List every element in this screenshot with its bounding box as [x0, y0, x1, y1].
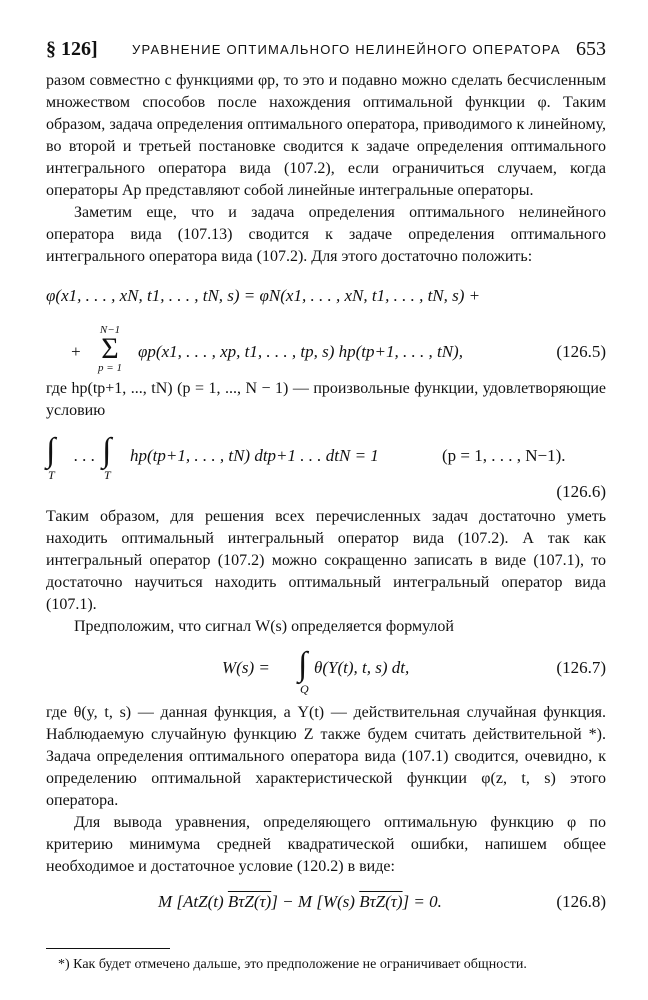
integral-sign-3 — [298, 648, 309, 697]
integral-domain: T — [48, 468, 55, 482]
equation-126-5-first-line: φ(x1, . . . , xN, t1, . . . , tN, s) = φN(x1, . . . , xN, t1, . . . , tN, s) + — [46, 286, 481, 305]
running-header — [46, 36, 606, 62]
integral-glyph: ∫ — [46, 432, 56, 469]
paragraph-5: Предположим, что сигнал W(s) определяется формулой — [74, 618, 454, 635]
sum-lower-limit: p = 1 — [98, 362, 122, 374]
equation-126-7-rhs: θ(Y(t), t, s) dt, — [314, 658, 410, 677]
paragraph-3: где hp(tp+1, ..., tN) (p = 1, ..., N − 1) — произвольные функции, удовлетворяющие условию — [46, 380, 606, 419]
equation-126-6-body: hp(tp+1, . . . , tN) dtp+1 . . . dtN = 1 — [130, 446, 379, 465]
footnote-rule — [46, 948, 170, 949]
equation-126-8-part-c: ] − M [W(s) — [271, 892, 360, 911]
equation-label-126-7: (126.7) — [556, 658, 606, 677]
plus-sign: + — [70, 342, 82, 361]
equation-label-126-8: (126.8) — [556, 892, 606, 911]
running-title: УРАВНЕНИЕ ОПТИМАЛЬНОГО НЕЛИНЕЙНОГО ОПЕРАТОРА — [132, 42, 561, 57]
page-number: 653 — [576, 38, 606, 60]
integral-domain: Q — [300, 682, 309, 696]
integral-glyph: ∫ — [102, 432, 112, 469]
integral-dots: . . . — [74, 446, 96, 465]
integral-sign-2 — [102, 434, 111, 483]
integral-domain: T — [104, 468, 111, 482]
book-page — [46, 36, 606, 974]
paragraph-2: Заметим еще, что и задача определения оптимального нелинейного оператора вида (107.13) сводится к задаче определения оптимального интегрального оператора вида (107.2). Для этого достаточно положить: — [46, 204, 606, 265]
equation-126-5-line1 — [46, 280, 606, 320]
equation-126-8-conjugate-2: BτZ(τ) — [359, 892, 403, 911]
equation-126-8-body — [158, 892, 442, 912]
equation-126-7 — [46, 648, 606, 702]
equation-label-126-6: (126.6) — [556, 482, 606, 501]
paragraph-1: разом совместно с функциями φp, то это и подавно можно сделать бесчисленным множеством способов после нахождения оптимальной функции φ. Таким образом, задача определения оптимального оператора, приводимого к линейному, во второй и третьей постановке сводится к задаче определения оптимального интегрального оператора вида (107.2), если ограничиться случаем, когда операторы Ap представляют собой линейные интегральные операторы. — [46, 72, 606, 199]
paragraph-7: Для вывода уравнения, определяющего оптимальную функцию φ по критерию минимума средней квадратической ошибки, напишем общее необходимое и достаточное условие (120.2) в виде: — [46, 814, 606, 875]
equation-label-126-5: (126.5) — [556, 342, 606, 361]
integral-sign-1 — [46, 434, 55, 483]
equation-126-8-part-e: ] = 0. — [402, 892, 442, 911]
sigma-glyph: Σ — [101, 332, 119, 365]
paragraph-4: Таким образом, для решения всех перечисленных задач достаточно уметь находить оптимальный интегральный оператор вида (107.2). А так как интегральный оператор (107.2) можно сокращенно записать в виде (107.1), то достаточно научиться находить оптимальный интегральный оператор вида (107.1). — [46, 508, 606, 613]
equation-126-8 — [46, 888, 606, 928]
equation-126-8-part-a: M [AtZ(t) — [158, 892, 228, 911]
equation-126-6-condition: (p = 1, . . . , N−1). — [442, 446, 566, 465]
equation-126-5-line2 — [46, 320, 606, 378]
equation-126-5-second-line: φp(x1, . . . , xp, t1, . . . , tp, s) hp(tp+1, . . . , tN), — [138, 342, 463, 361]
equation-126-7-lhs: W(s) = — [222, 658, 270, 677]
paragraph-6: где θ(y, t, s) — данная функция, а Y(t) — действительная случайная функция. Наблюдаемую случайную функцию Z также будем считать действительной *). Задача определения оптимального оператора вида (107.1) сводится, очевидно, к определению оптимальной характеристической функции φ(z, t, s) этого оператора. — [46, 704, 606, 809]
sum-upper-limit: N−1 — [99, 324, 121, 336]
integral-glyph: ∫ — [298, 646, 308, 683]
equation-126-6 — [46, 432, 606, 506]
equation-126-8-conjugate-1: BτZ(τ) — [227, 892, 272, 911]
sum-symbol — [90, 324, 130, 374]
footnote: *) Как будет отмечено дальше, это предположение не ограничивает общности. — [58, 957, 527, 972]
section-number: § 126] — [46, 38, 98, 60]
